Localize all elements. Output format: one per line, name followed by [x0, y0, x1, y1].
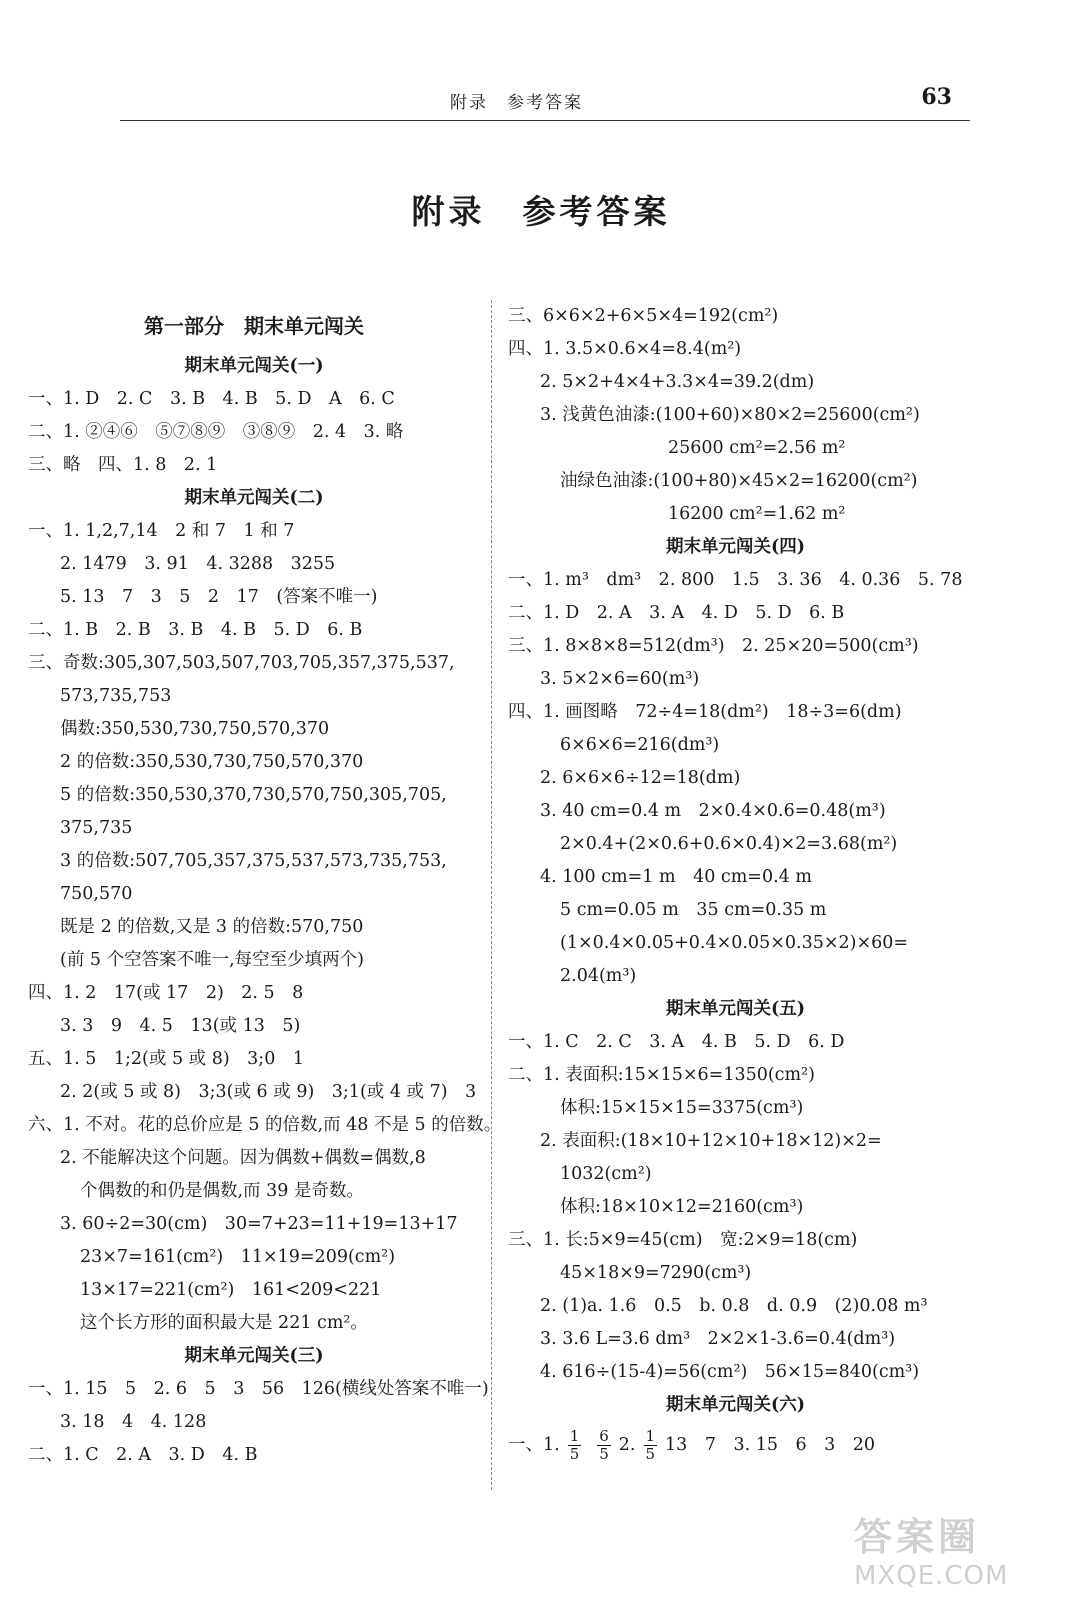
part-heading: 第一部分 期末单元闯关 [144, 314, 364, 338]
answer-line: 2. 不能解决这个问题。因为偶数+偶数=偶数,8 [60, 1148, 426, 1168]
section-heading: 期末单元闯关(二) [184, 488, 324, 508]
answer-line: 5. 13 7 3 5 2 17 (答案不唯一) [60, 587, 378, 607]
answer-line: 3. 60÷2=30(cm) 30=7+23=11+19=13+17 [60, 1214, 458, 1234]
answer-line: 二、1. C 2. A 3. D 4. B [28, 1445, 258, 1465]
answer-line: 2. 5×2+4×4+3.3×4=39.2(dm) [540, 372, 815, 392]
answer-line: 2. 2(或 5 或 8) 3;3(或 6 或 9) 3;1(或 4 或 7) 3 [60, 1082, 477, 1102]
fraction-numerator: 6 [599, 1426, 609, 1445]
answer-line: 二、1. ②④⑥ ⑤⑦⑧⑨ ③⑧⑨ 2. 4 3. 略 [28, 422, 404, 442]
answer-line: 3. 3.6 L=3.6 dm³ 2×2×1-3.6=0.4(dm³) [540, 1329, 896, 1349]
answer-line: 375,735 [60, 818, 133, 838]
answer-line: 这个长方形的面积最大是 221 cm²。 [80, 1313, 368, 1333]
answer-line: 16200 cm²=1.62 m² [668, 504, 846, 524]
left-column [28, 300, 502, 1472]
fraction [597, 1428, 611, 1463]
answer-line: 3. 3 9 4. 5 13(或 13 5) [60, 1016, 301, 1036]
watermark-logo [854, 1506, 1064, 1591]
fraction-denominator: 5 [645, 1444, 656, 1463]
answer-line-fractions [508, 1422, 963, 1468]
answer-line: 3. 18 4 4. 128 [60, 1412, 207, 1432]
running-head [120, 86, 970, 121]
answer-line: 四、1. 3.5×0.6×4=8.4(m²) [508, 339, 742, 359]
answer-line: (前 5 个空答案不唯一,每空至少填两个) [60, 950, 364, 970]
answer-line: 四、1. 画图略 72÷4=18(dm²) 18÷3=6(dm) [508, 702, 902, 722]
answer-line: 13×17=221(cm²) 161<209<221 [80, 1280, 382, 1300]
answer-line: 三、略 四、1. 8 2. 1 [28, 455, 218, 475]
section-heading: 期末单元闯关(五) [665, 999, 806, 1019]
right-column [508, 300, 963, 1468]
answer-line: 573,735,753 [60, 686, 172, 706]
answer-line: 体积:15×15×15=3375(cm³) [560, 1098, 804, 1118]
answer-line: 3. 5×2×6=60(m³) [540, 669, 700, 689]
answer-line: 二、1. D 2. A 3. A 4. D 5. D 6. B [508, 603, 845, 623]
answer-line: 偶数:350,530,730,750,570,370 [60, 719, 330, 739]
answer-line: (1×0.4×0.05+0.4×0.05×0.35×2)×60= [560, 933, 909, 953]
answer-line: 六、1. 不对。花的总价应是 5 的倍数,而 48 不是 5 的倍数。 [28, 1115, 502, 1135]
watermark-text: 答案圈 [854, 1515, 981, 1559]
answer-line: 二、1. B 2. B 3. B 4. B 5. D 6. B [28, 620, 363, 640]
answer-line: 三、6×6×2+6×5×4=192(cm²) [508, 306, 779, 326]
column-divider [491, 300, 492, 1490]
answer-line: 3. 40 cm=0.4 m 2×0.4×0.6=0.48(m³) [540, 801, 886, 821]
answer-line: 既是 2 的倍数,又是 3 的倍数:570,750 [60, 917, 364, 937]
answer-line: 45×18×9=7290(cm³) [560, 1263, 752, 1283]
page-title: 附录 参考答案 [411, 192, 671, 231]
answer-line: 2. 1479 3. 91 4. 3288 3255 [60, 554, 336, 574]
answer-line: 四、1. 2 17(或 17 2) 2. 5 8 [28, 983, 304, 1003]
answer-line: 个偶数的和仍是偶数,而 39 是奇数。 [80, 1181, 364, 1201]
answer-line: 3. 浅黄色油漆:(100+60)×80×2=25600(cm²) [540, 405, 920, 425]
answer-line: 油绿色油漆:(100+80)×45×2=16200(cm²) [560, 471, 918, 491]
answer-line: 三、奇数:305,307,503,507,703,705,357,375,537, [28, 653, 455, 673]
answer-line: 三、1. 8×8×8=512(dm³) 2. 25×20=500(cm³) [508, 636, 919, 656]
answer-line: 一、1. 15 5 2. 6 5 3 56 126(横线处答案不唯一) [28, 1379, 489, 1399]
watermark-domain: MXQE.COM [854, 1561, 1009, 1591]
fraction [568, 1428, 582, 1463]
page-number: 63 [921, 84, 952, 110]
answer-line: 750,570 [60, 884, 133, 904]
fraction-numerator: 1 [569, 1426, 580, 1445]
answer-line: 2. (1)a. 1.6 0.5 b. 0.8 d. 0.9 (2)0.08 m³ [540, 1296, 928, 1316]
answer-line: 2. 表面积:(18×10+12×10+18×12)×2= [540, 1131, 882, 1151]
answer-line: 一、1. D 2. C 3. B 4. B 5. D A 6. C [28, 389, 395, 409]
answer-line: 3 的倍数:507,705,357,375,537,573,735,753, [60, 851, 447, 871]
answer-line: 一、1. m³ dm³ 2. 800 1.5 3. 36 4. 0.36 5. 78 [508, 570, 963, 590]
answer-line: 23×7=161(cm²) 11×19=209(cm²) [80, 1247, 396, 1267]
answer-line: 体积:18×10×12=2160(cm³) [560, 1197, 804, 1217]
answer-prefix: 一、1. [508, 1434, 560, 1455]
answer-line: 6×6×6=216(dm³) [560, 735, 720, 755]
answer-line: 三、1. 长:5×9=45(cm) 宽:2×9=18(cm) [508, 1230, 858, 1250]
answer-line: 2. 6×6×6÷12=18(dm) [540, 768, 741, 788]
answer-line: 5 的倍数:350,530,370,730,570,750,305,705, [60, 785, 447, 805]
answer-line: 25600 cm²=2.56 m² [668, 438, 846, 458]
answer-line: 二、1. 表面积:15×15×6=1350(cm²) [508, 1065, 815, 1085]
fraction-denominator: 5 [569, 1444, 580, 1463]
fraction-numerator: 1 [645, 1426, 656, 1445]
section-heading: 期末单元闯关(一) [184, 356, 324, 376]
answer-item-number: 2. [618, 1434, 636, 1455]
section-heading: 期末单元闯关(六) [665, 1395, 806, 1415]
answer-line: 一、1. C 2. C 3. A 4. B 5. D 6. D [508, 1032, 845, 1052]
section-heading: 期末单元闯关(四) [665, 537, 806, 557]
answer-line: 4. 100 cm=1 m 40 cm=0.4 m [540, 867, 812, 887]
answer-line: 4. 616÷(15-4)=56(cm²) 56×15=840(cm³) [540, 1362, 920, 1382]
answer-line: 5 cm=0.05 m 35 cm=0.35 m [560, 900, 827, 920]
answer-line: 1032(cm²) [560, 1164, 652, 1184]
answer-line: 2.04(m³) [560, 966, 637, 986]
running-head-title: 附录 参考答案 [450, 93, 583, 113]
answer-rest: 13 7 3. 15 6 3 20 [665, 1434, 876, 1455]
answer-line: 五、1. 5 1;2(或 5 或 8) 3;0 1 [28, 1049, 304, 1069]
answer-line: 2 的倍数:350,530,730,750,570,370 [60, 752, 364, 772]
answer-line: 2×0.4+(2×0.6+0.6×0.4)×2=3.68(m²) [560, 834, 898, 854]
section-heading: 期末单元闯关(三) [184, 1346, 324, 1366]
answer-line: 一、1. 1,2,7,14 2 和 7 1 和 7 [28, 521, 295, 541]
fraction [644, 1428, 658, 1463]
fraction-denominator: 5 [599, 1444, 609, 1463]
